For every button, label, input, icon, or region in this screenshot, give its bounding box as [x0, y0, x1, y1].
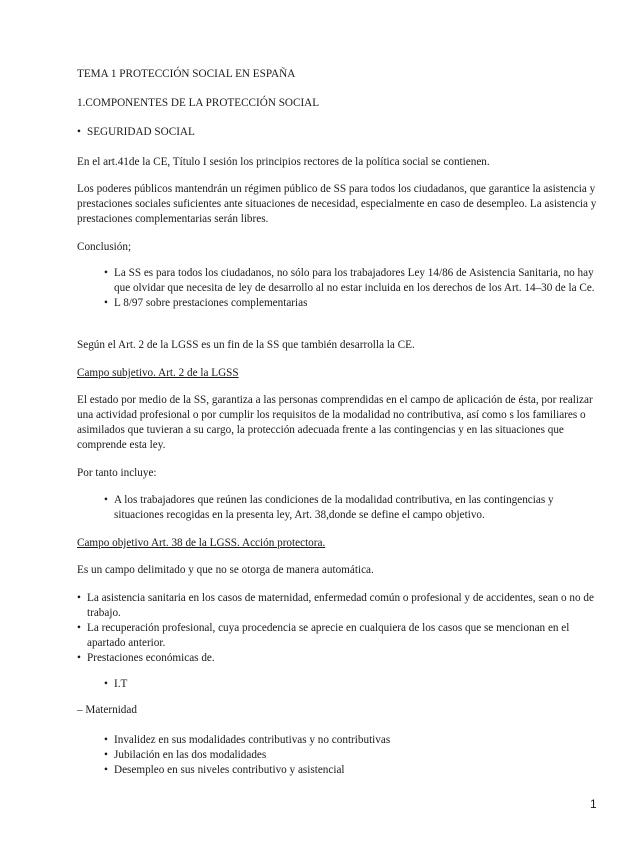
campo-objetivo-heading: Campo objetivo Art. 38 de la LGSS. Acción protectora. [77, 537, 326, 549]
list-item: • L 8/97 sobre prestaciones complementarias [104, 296, 604, 311]
objetivo-list [77, 591, 607, 666]
seguridad-social-list [77, 125, 607, 140]
list-item: • A los trabajadores que reúnen las condiciones de la modalidad contributiva, en las contingencias y situaciones recogidas en la presenta ley, Art. 38,donde se define el campo objetivo. [104, 493, 604, 523]
list-item: • Invalidez en sus modalidades contributivas y no contributivas [104, 733, 604, 748]
paragraph: Es un campo delimitado y que no se otorga de manera automática. [77, 564, 374, 576]
document-title: TEMA 1 PROTECCIÓN SOCIAL EN ESPAÑA [77, 68, 296, 80]
list-item: • Prestaciones económicas de. [77, 651, 607, 666]
maternidad-label: – Maternidad [77, 704, 137, 716]
campo-subjetivo-heading: Campo subjetivo. Art. 2 de la LGSS [77, 367, 239, 379]
it-list [104, 677, 604, 692]
section-heading: 1.COMPONENTES DE LA PROTECCIÓN SOCIAL [77, 97, 320, 109]
paragraph: Por tanto incluye: [77, 467, 157, 479]
list-item: • SEGURIDAD SOCIAL [77, 125, 607, 140]
list-item: • Desempleo en sus niveles contributivo y asistencial [104, 763, 604, 778]
por-tanto-list [104, 493, 604, 523]
conclusion-list [104, 266, 604, 311]
conclusion-label: Conclusión; [77, 241, 132, 253]
paragraph: Los poderes públicos mantendrán un régimen público de SS para todos los ciudadanos, que garantice la asistencia y prestaciones sociales suficientes ante situaciones de necesidad, especialmente en caso de desempleo. La asistencia y prestaciones complementarias serán libres. [77, 183, 597, 225]
list-item: • I.T [104, 677, 604, 692]
list-item: • La recuperación profesional, cuya procedencia se aprecie en cualquiera de los casos que se mencionan en el apartado anterior. [77, 621, 607, 651]
paragraph: El estado por medio de la SS, garantiza a las personas comprendidas en el campo de aplicación de ésta, por realizar una actividad profesional o por cumplir los requisitos de la modalidad no contributiva, así como s los familiares o asimilados que tuvieran a su cargo, la protección adecuada frente a las contingencias y en las situaciones que comprende esta ley. [77, 394, 593, 451]
list-item: • La SS es para todos los ciudadanos, no sólo para los trabajadores Ley 14/86 de Asistencia Sanitaria, no hay que olvidar que necesita de ley de desarrollo al no estar incluida en los derechos de los Art. 14–30 de la Ce. [104, 266, 604, 296]
page-number: 1 [590, 797, 597, 811]
list-item: • Jubilación en las dos modalidades [104, 748, 604, 763]
paragraph: Según el Art. 2 de la LGSS es un fin de la SS que también desarrolla la CE. [77, 339, 415, 351]
final-list [104, 733, 604, 778]
paragraph: En el art.41de la CE, Título I sesión los principios rectores de la política social se contienen. [77, 156, 490, 168]
list-item: • La asistencia sanitaria en los casos de maternidad, enfermedad común o profesional y de accidentes, sean o no de trabajo. [77, 591, 607, 621]
